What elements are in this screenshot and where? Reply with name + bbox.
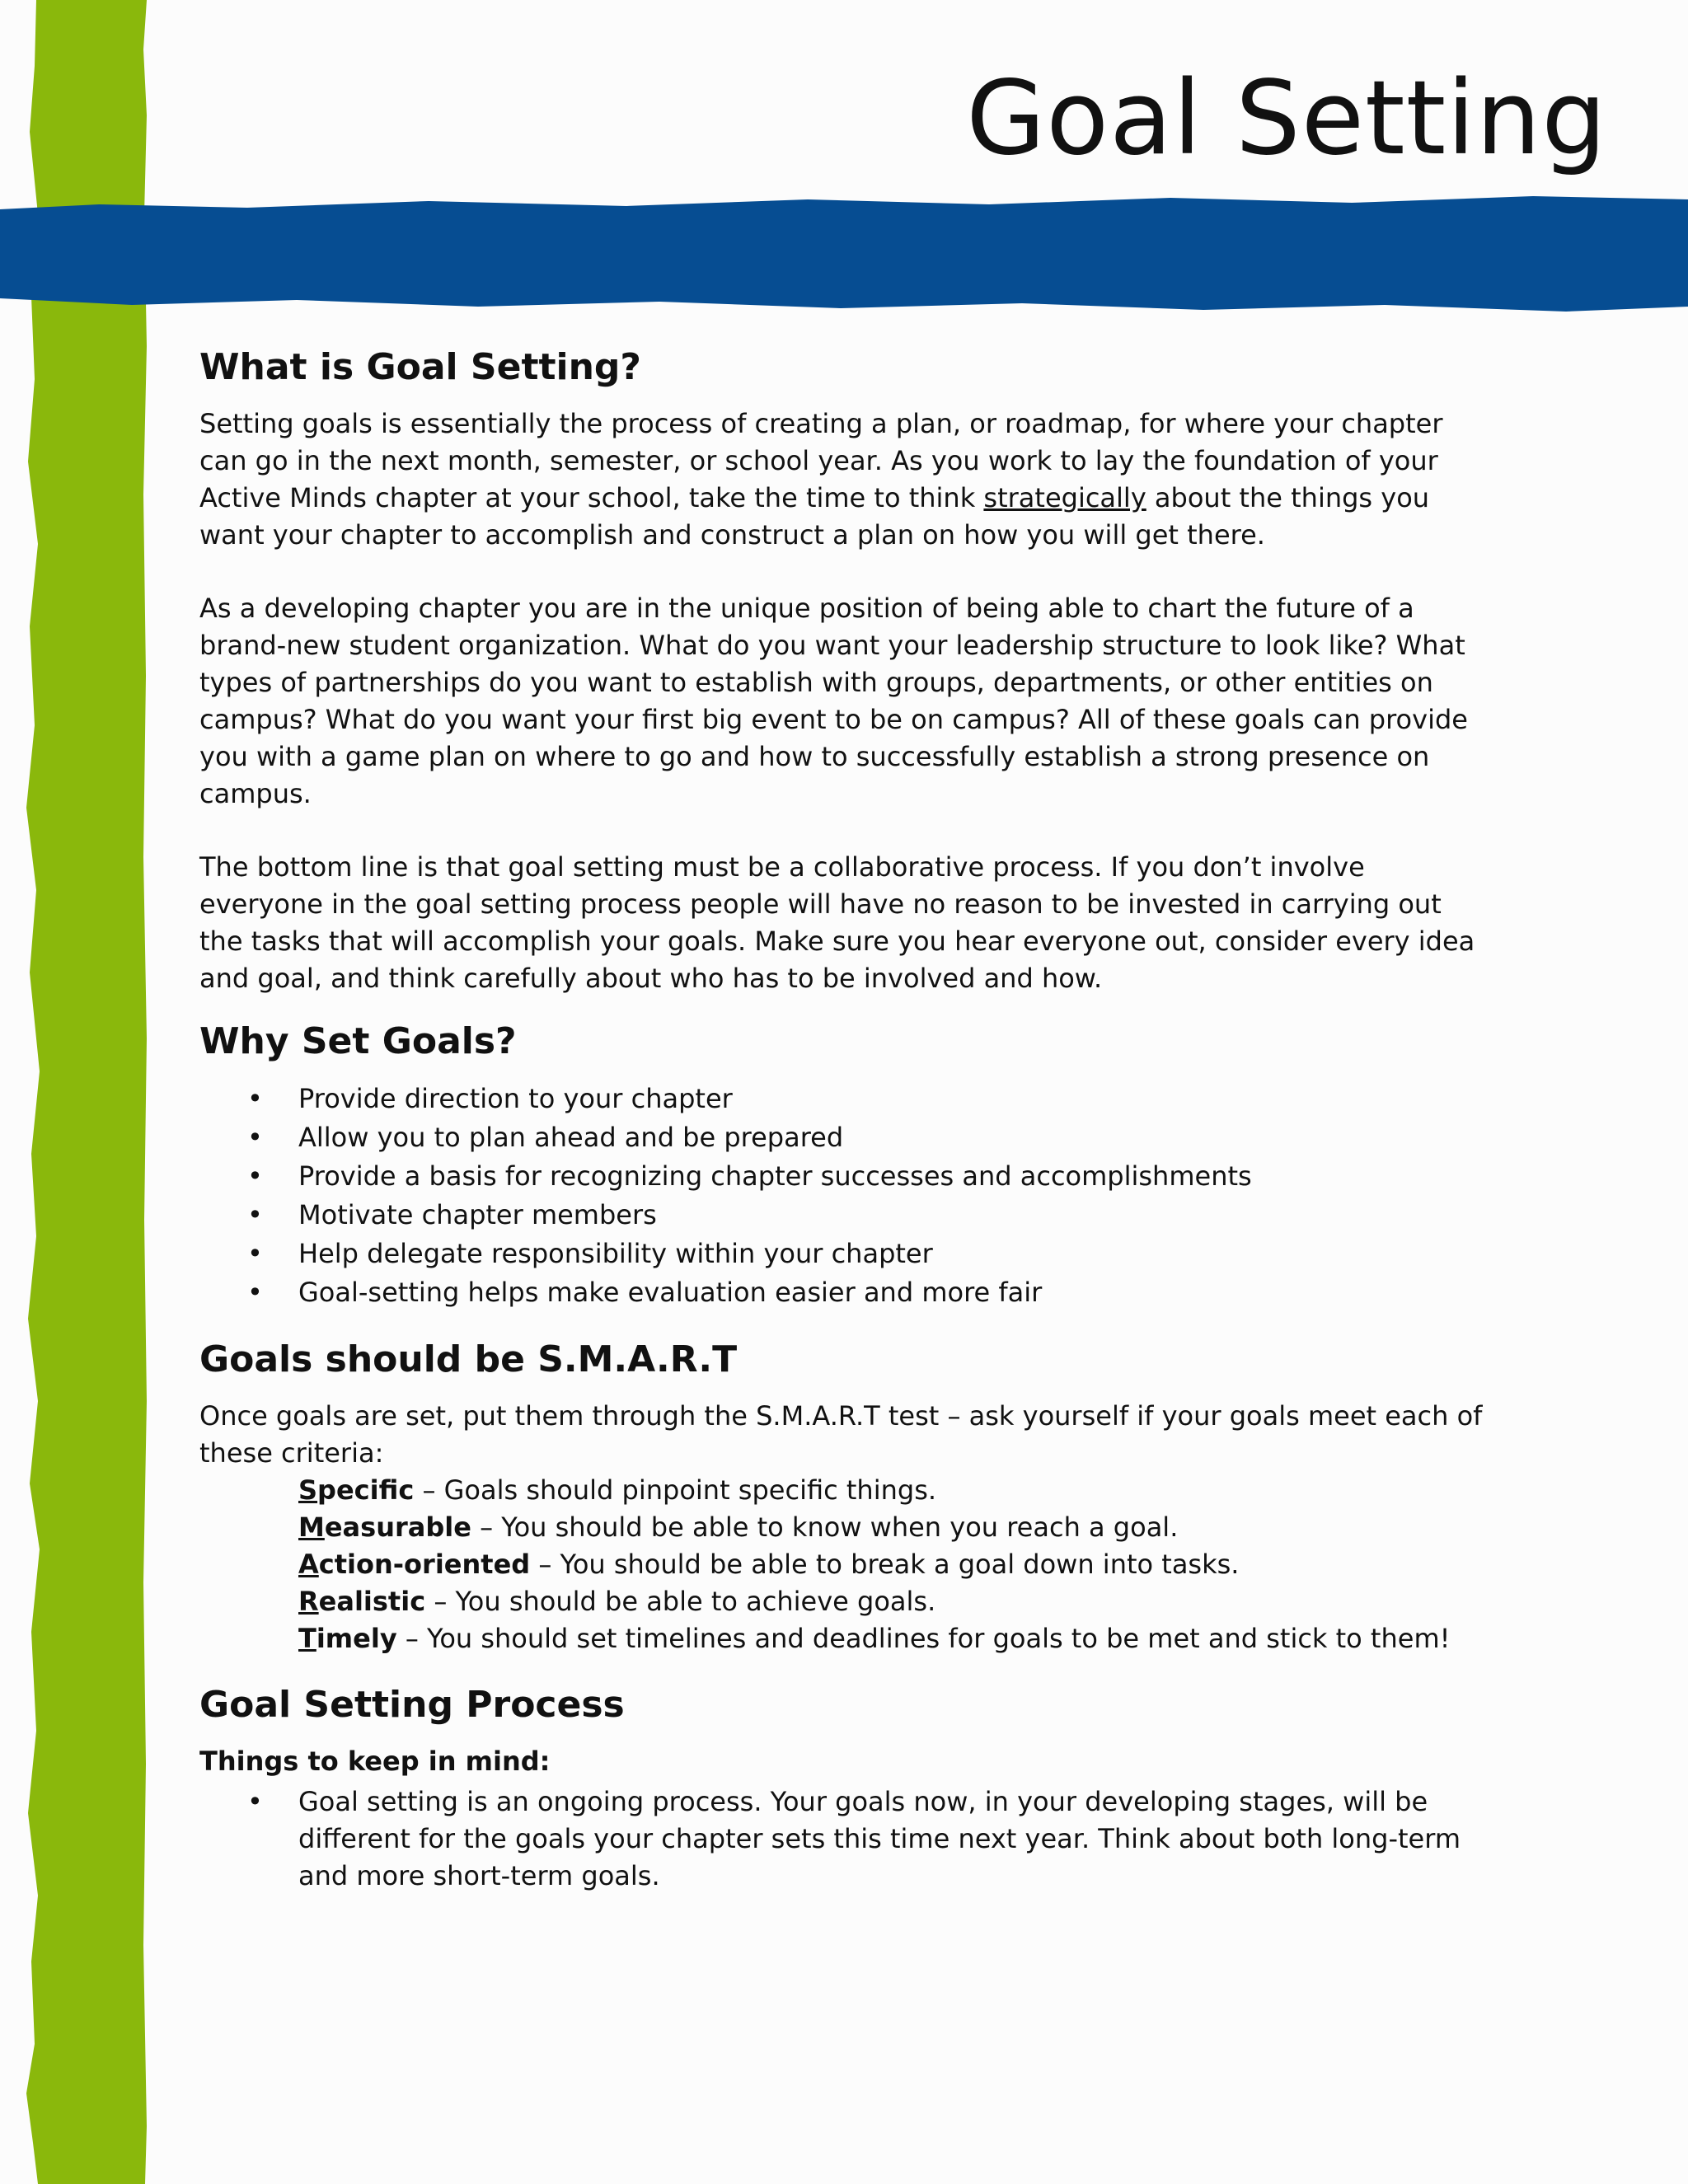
smart-item-specific: Specific – Goals should pinpoint specific things. <box>298 1474 937 1506</box>
green-stripe-decoration <box>23 0 147 2184</box>
subheading: Things to keep in mind: <box>199 1746 551 1777</box>
paragraph: Once goals are set, put them through the S.M.A.R.T test – ask yourself if your goals meet each of these criteria: <box>199 1400 1483 1469</box>
paragraph: The bottom line is that goal setting must be a collaborative process. If you don’t involve everyone in the goal setting process people will have no reason to be invested in carrying out the tasks that will accomplish your goals. Make sure you hear everyone out, consider every idea and goal, and think carefully about who has to be involved and how. <box>199 851 1475 994</box>
underlined-word: strategically <box>983 482 1146 513</box>
section-smart-goals <box>199 1337 1485 1657</box>
paragraph <box>199 405 1485 554</box>
list-item: • Motivate chapter members <box>199 1196 1485 1235</box>
list-item: • Provide a basis for recognizing chapter successes and accomplishments <box>199 1157 1485 1196</box>
list-item: • Goal setting is an ongoing process. Your goals now, in your developing stages, will be different for the goals your chapter sets this time next year. Think about both long-term and more short-term goals. <box>199 1783 1485 1895</box>
list-item: • Allow you to plan ahead and be prepared <box>199 1118 1485 1157</box>
smart-criteria-list <box>298 1472 1485 1657</box>
section-heading: Why Set Goals? <box>199 1020 517 1062</box>
paragraph-text: Setting goals is essentially the process of creating a plan, or roadmap, for where your chapter can go in the next month, semester, or school year. As you work to lay the foundation of your Active Minds chapter at your school, take the time to think <box>199 408 1443 513</box>
section-heading: Goal Setting Process <box>199 1684 625 1726</box>
bullet-list <box>199 1783 1485 1895</box>
document-body <box>199 344 1485 1913</box>
section-what-is-goal-setting <box>199 344 1485 997</box>
section-goal-setting-process <box>199 1682 1485 1895</box>
paragraph: As a developing chapter you are in the unique position of being able to chart the future of a brand-new student organization. What do you want your leadership structure to look like? What types of partnerships do you want to establish with groups, departments, or other entities on campus? What do you want your first big event to be on campus? All of these goals can provide you with a game plan on where to go and how to successfully establish a strong presence on campus. <box>199 593 1468 809</box>
paragraph-text: about the things you want your chapter to accomplish and construct a plan on how you will get there. <box>199 482 1430 551</box>
list-item: • Help delegate responsibility within your chapter <box>199 1235 1485 1273</box>
section-heading: What is Goal Setting? <box>199 346 641 388</box>
smart-item-action-oriented: Action-oriented – You should be able to break a goal down into tasks. <box>298 1549 1240 1580</box>
section-why-set-goals <box>199 1019 1485 1312</box>
blue-band-decoration <box>0 191 1688 316</box>
list-item: • Goal-setting helps make evaluation easier and more fair <box>199 1273 1485 1312</box>
list-item: • Provide direction to your chapter <box>199 1080 1485 1118</box>
smart-item-realistic: Realistic – You should be able to achieve goals. <box>298 1586 936 1617</box>
page-title: Goal Setting <box>966 59 1607 178</box>
smart-item-timely: Timely – You should set timelines and deadlines for goals to be met and stick to them! <box>298 1623 1451 1654</box>
section-heading: Goals should be S.M.A.R.T <box>199 1338 738 1380</box>
smart-item-measurable: Measurable – You should be able to know when you reach a goal. <box>298 1511 1179 1543</box>
bullet-list <box>199 1080 1485 1312</box>
